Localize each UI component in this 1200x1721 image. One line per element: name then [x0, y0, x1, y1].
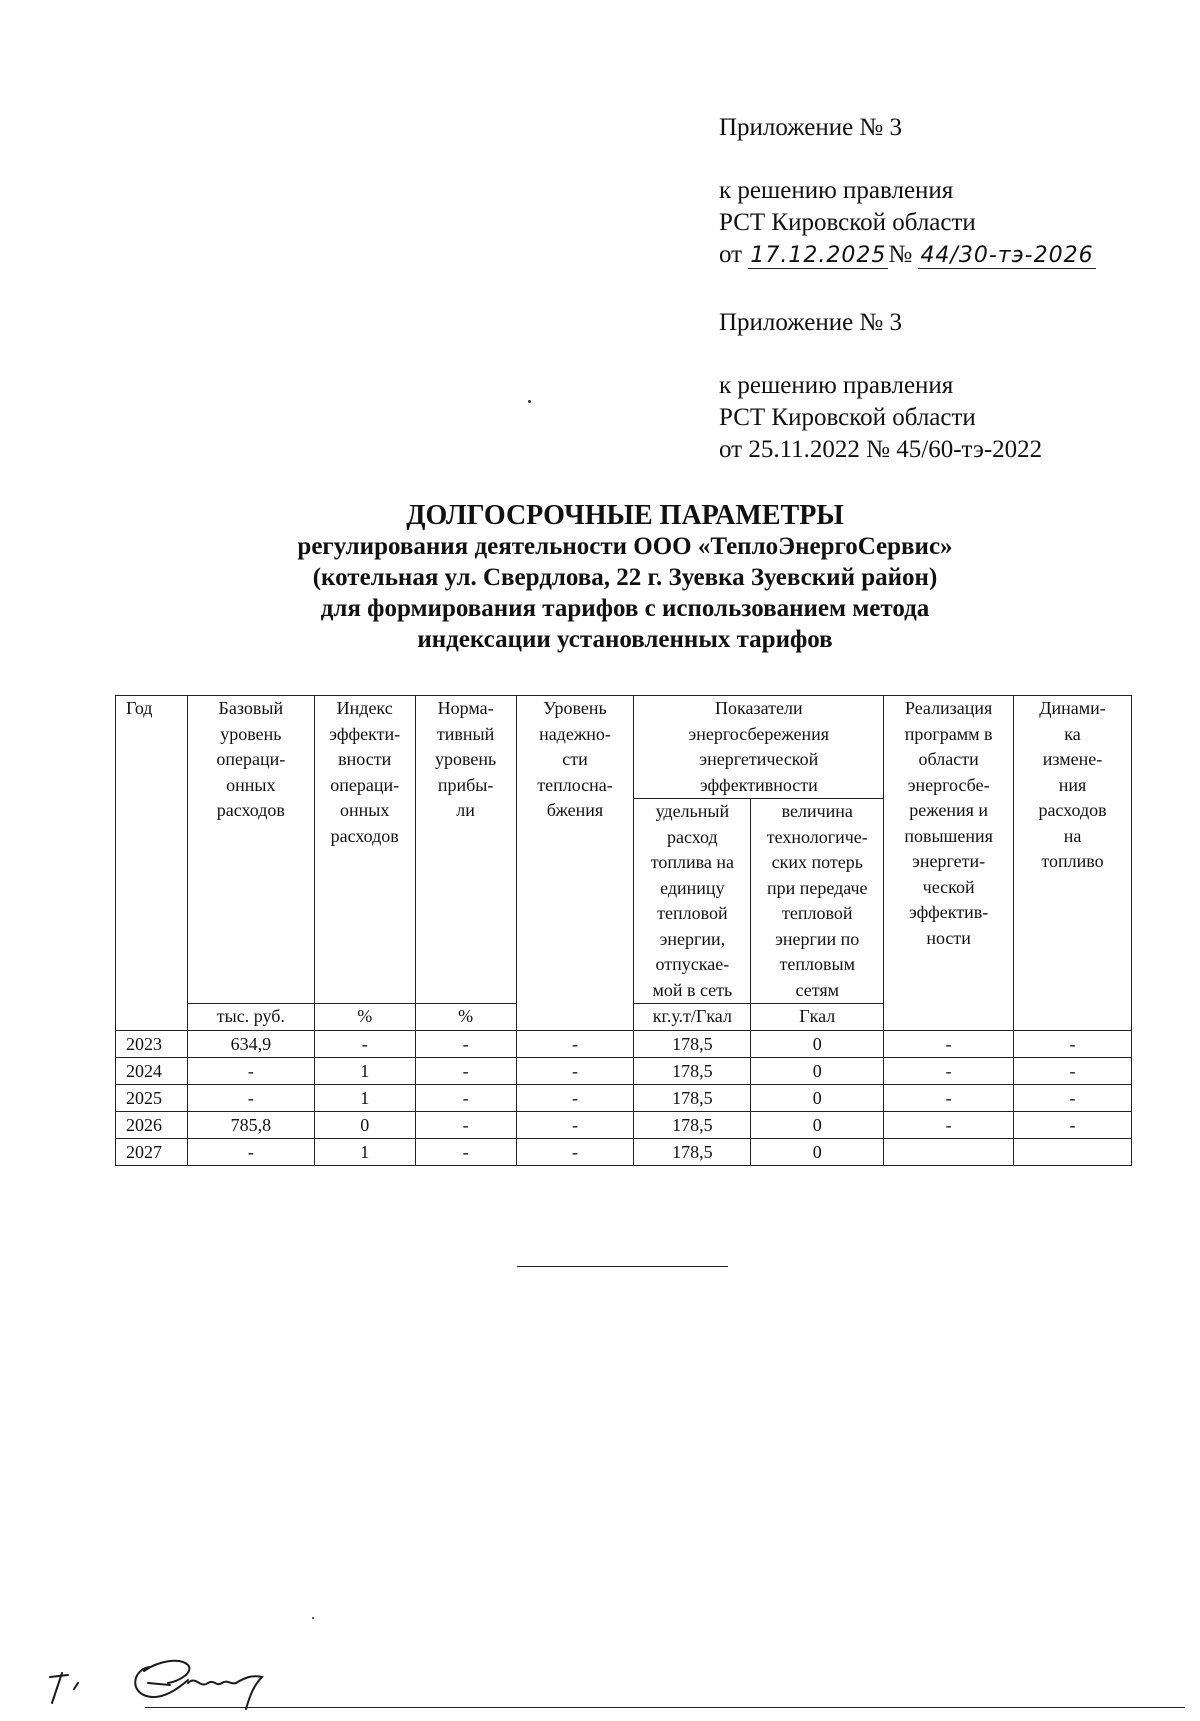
heading-line4: для формирования тарифов с использованием метода — [320, 595, 930, 622]
cell-reliability: - — [516, 1084, 634, 1111]
cell-index: 1 — [314, 1084, 415, 1111]
cell-year: 2023 — [116, 1030, 188, 1057]
parameters-table — [115, 695, 1132, 1166]
cell-year: 2025 — [116, 1084, 188, 1111]
cell-index: 1 — [314, 1138, 415, 1165]
heading-line3: (котельная ул. Свердлова, 22 г. Зуевка Зуевский район) — [312, 564, 938, 591]
annex-old-line3: от 25.11.2022 № 45/60-тэ-2022 — [719, 436, 1043, 463]
annex-new-date-line — [719, 239, 1096, 272]
cell-profit: - — [415, 1084, 516, 1111]
scan-speck — [528, 400, 531, 403]
cell-year: 2026 — [116, 1111, 188, 1138]
cell-base: - — [187, 1057, 314, 1084]
table-row — [116, 1111, 1132, 1138]
cell-dynamics: - — [1014, 1111, 1132, 1138]
separator-line — [517, 1266, 728, 1267]
annex-new — [719, 112, 1096, 272]
heading-main: ДОЛГОСРОЧНЫЕ ПАРАМЕТРЫ — [406, 500, 844, 531]
cell-fuel: 178,5 — [634, 1138, 751, 1165]
header-profit: Норма- тивный уровень прибы- ли — [415, 696, 516, 1004]
table-row — [116, 1084, 1132, 1111]
footer-line — [145, 1707, 1185, 1708]
header-energy-group: Показатели энергосбережения энергетической эффективности — [634, 696, 884, 799]
header-year: Год — [116, 696, 188, 1031]
unit-base: тыс. руб. — [187, 1004, 314, 1031]
cell-dynamics: - — [1014, 1084, 1132, 1111]
header-programs: Реализация программ в области энергосбе- режения и повышения энергети- ческой эффектив- ности — [884, 696, 1014, 1031]
cell-profit: - — [415, 1057, 516, 1084]
cell-fuel: 178,5 — [634, 1030, 751, 1057]
cell-losses: 0 — [751, 1138, 884, 1165]
unit-losses: Гкал — [751, 1004, 884, 1031]
table-row — [116, 1030, 1132, 1057]
document-heading — [120, 500, 1130, 655]
header-fuel: удельный расход топлива на единицу тепловой энергии, отпускае- мой в сеть — [634, 799, 751, 1004]
annex-new-line2: РСТ Кировской области — [719, 209, 976, 236]
cell-base: 785,8 — [187, 1111, 314, 1138]
header-base: Базовый уровень операци- онных расходов — [187, 696, 314, 1004]
cell-reliability: - — [516, 1111, 634, 1138]
annex-new-line1: к решению правления — [719, 177, 954, 204]
handwritten-date: 17.12.2025 — [750, 243, 887, 268]
header-row-1 — [116, 696, 1132, 799]
heading-line5: индексации установленных тарифов — [417, 626, 833, 653]
cell-programs — [884, 1138, 1014, 1165]
cell-base: - — [187, 1084, 314, 1111]
cell-profit: - — [415, 1111, 516, 1138]
cell-losses: 0 — [751, 1057, 884, 1084]
header-dynamics: Динами- ка измене- ния расходов на топливо — [1014, 696, 1132, 1031]
cell-index: 1 — [314, 1057, 415, 1084]
cell-dynamics: - — [1014, 1030, 1132, 1057]
cell-losses: 0 — [751, 1084, 884, 1111]
cell-dynamics: - — [1014, 1057, 1132, 1084]
cell-programs: - — [884, 1084, 1014, 1111]
cell-base: - — [187, 1138, 314, 1165]
cell-losses: 0 — [751, 1030, 884, 1057]
annex-new-from: от — [719, 241, 743, 268]
handwritten-number: 44/30-тэ-2026 — [920, 243, 1094, 268]
scan-speck — [312, 1617, 314, 1619]
table-row — [116, 1138, 1132, 1165]
unit-fuel: кг.у.т/Гкал — [634, 1004, 751, 1031]
cell-reliability: - — [516, 1138, 634, 1165]
cell-programs: - — [884, 1057, 1014, 1084]
cell-profit: - — [415, 1138, 516, 1165]
cell-base: 634,9 — [187, 1030, 314, 1057]
cell-reliability: - — [516, 1030, 634, 1057]
annex-new-title: Приложение № 3 — [719, 114, 903, 141]
annex-old-line2: РСТ Кировской области — [719, 404, 976, 431]
cell-dynamics — [1014, 1138, 1132, 1165]
signature-mark — [40, 1625, 300, 1715]
cell-index: - — [314, 1030, 415, 1057]
cell-fuel: 178,5 — [634, 1111, 751, 1138]
cell-fuel: 178,5 — [634, 1084, 751, 1111]
cell-profit: - — [415, 1030, 516, 1057]
unit-profit: % — [415, 1004, 516, 1031]
cell-programs: - — [884, 1030, 1014, 1057]
cell-losses: 0 — [751, 1111, 884, 1138]
heading-line2: регулирования деятельности ООО «ТеплоЭнергоСервис» — [297, 533, 953, 560]
annex-old-title: Приложение № 3 — [719, 309, 903, 336]
annex-old-line1: к решению правления — [719, 372, 954, 399]
header-reliability: Уровень надежно- сти теплосна- бжения — [516, 696, 634, 1031]
cell-programs: - — [884, 1111, 1014, 1138]
cell-index: 0 — [314, 1111, 415, 1138]
annex-new-number-sign: № — [888, 241, 913, 268]
cell-year: 2024 — [116, 1057, 188, 1084]
cell-fuel: 178,5 — [634, 1057, 751, 1084]
table-row — [116, 1057, 1132, 1084]
cell-reliability: - — [516, 1057, 634, 1084]
annex-old — [719, 307, 1042, 466]
unit-index: % — [314, 1004, 415, 1031]
header-index: Индекс эффекти- вности операци- онных расходов — [314, 696, 415, 1004]
header-losses: величина технологиче- ских потерь при передаче тепловой энергии по тепловым сетям — [751, 799, 884, 1004]
cell-year: 2027 — [116, 1138, 188, 1165]
